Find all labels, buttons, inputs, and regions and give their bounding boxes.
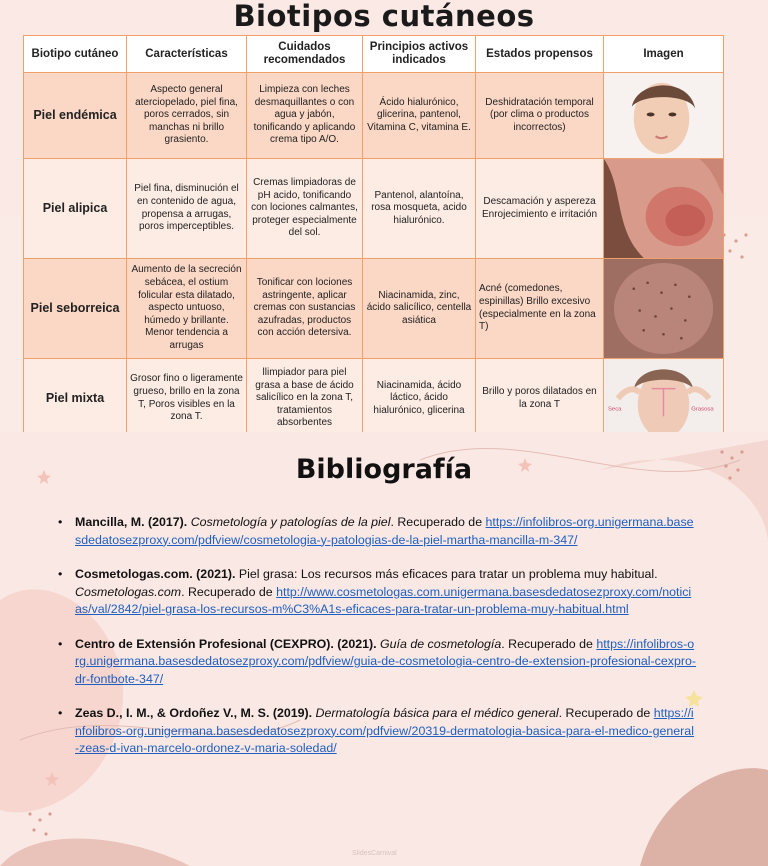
reference-link[interactable]: https://infolibros-org.unigermana.basesdedatosezproxy.com/pdfview/cosmetologia-y-patologias-de-la-piel-martha-mancilla-m-347/ (75, 515, 694, 547)
bullet: • (58, 706, 63, 720)
bullet: • (58, 515, 63, 529)
biotipo-name: Piel alipica (24, 159, 127, 259)
reference-link[interactable]: https://infolibros-org.unigermana.basesdedatosezproxy.com/pdfview/20319-dermatologia-basica-para-el-medico-general-zeas-d-ivan-marcelo-ordonez-v-maria-soledad/ (75, 706, 694, 755)
principios-cell: Niacinamida, zinc, ácido salicílico, centella asiática (363, 259, 476, 359)
cuidados-cell: Cremas limpiadoras de pH acido, tonificando con lociones calmantes, proteger especialmente del sol. (247, 159, 363, 259)
reference-title: Cosmetologas.com (75, 584, 182, 599)
table-row (24, 73, 724, 159)
reference-text: . Recuperado de (390, 515, 486, 529)
cuidados-cell: llimpiador para piel grasa a base de ácido salicílico en la zona T, tratamientos absorbentes (247, 359, 363, 433)
bibliografia-slide (0, 432, 768, 866)
reference-item (58, 705, 698, 758)
reference-title: Cosmetología y patologías de la piel (190, 515, 391, 529)
header-cuidados: Cuidados recomendados (247, 36, 363, 73)
reference-text: . Recuperado de (181, 584, 277, 599)
reference-link[interactable]: http://www.cosmetologas.com.unigermana.basesdedatosezproxy.com/noticias/val/2842/piel-grasa-los-recursos-m%C3%A1s-eficaces-para-tratar-un-problema-muy-habitual.html (75, 584, 692, 616)
principios-cell: Pantenol, alantoína, rosa mosqueta, acido hialurónico. (363, 159, 476, 259)
reference-item (58, 636, 698, 689)
image-label-grasosa: Grasosa (691, 406, 714, 413)
reference-author: Centro de Extensión Profesional (CEXPRO). (2021). (75, 636, 377, 651)
biotipo-name: Piel mixta (24, 359, 127, 433)
table-row (24, 259, 724, 359)
bullet: • (58, 567, 63, 581)
watermark: SlidesCarnival (352, 850, 397, 857)
reference-item (58, 566, 698, 619)
caracteristicas-cell: Aspecto general aterciopelado, piel fina, poros cerrados, sin manchas ni brillo grasiento. (127, 73, 247, 159)
caracteristicas-cell: Aumento de la secreción sebácea, el ostium folicular esta dilatado, aspecto untuoso, húmedo y brillante. Menor tendencia a arrugas (127, 259, 247, 359)
reference-item (58, 514, 698, 549)
biotipos-table (23, 35, 724, 432)
biotipo-name: Piel seborreica (24, 259, 127, 359)
estados-cell: Brillo y poros dilatados en la zona T (476, 359, 604, 433)
biotipo-name: Piel endémica (24, 73, 127, 159)
header-caracteristicas: Características (127, 36, 247, 73)
bibliography-title: Bibliografía (295, 454, 473, 485)
table-row (24, 359, 724, 433)
reference-link[interactable]: https://infolibros-org.unigermana.basesdedatosezproxy.com/pdfview/guia-de-cosmetologia-centro-de-extension-profesional-cexpro-dr-fontbote-347/ (75, 636, 697, 686)
biotipos-slide (0, 0, 768, 432)
bullet: • (58, 636, 63, 651)
red-cheek-photo (604, 159, 724, 259)
header-biotipo: Biotipo cutáneo (24, 36, 127, 73)
reference-list (58, 514, 698, 775)
reference-title: Guía de cosmetología (376, 636, 502, 651)
nose-pores-photo (604, 259, 724, 359)
face-photo (604, 73, 724, 159)
caracteristicas-cell: Grosor fino o ligeramente grueso, brillo en la zona T, Poros visibles en la zona T. (127, 359, 247, 433)
principios-cell: Ácido hialurónico, glicerina, pantenol, Vitamina C, vitamina E. (363, 73, 476, 159)
estados-cell: Deshidratación temporal (por clima o productos incorrectos) (476, 73, 604, 159)
reference-author: Mancilla, M. (2017). (75, 515, 188, 529)
header-imagen: Imagen (604, 36, 724, 73)
table-row (24, 159, 724, 259)
estados-cell: Descamación y aspereza Enrojecimiento e irritación (476, 159, 604, 259)
header-principios: Principios activos indicados (363, 36, 476, 73)
reference-author: Cosmetologas.com. (2021). (75, 567, 236, 581)
table-header-row (24, 36, 724, 73)
slide-title: Biotipos cutáneos (233, 0, 535, 33)
cuidados-cell: Limpieza con leches desmaquillantes o con agua y jabón, tonificando y aplicando crema tipo A/O. (247, 73, 363, 159)
reference-article: Piel grasa: Los recursos más eficaces para tratar un problema muy habitual. (235, 567, 658, 581)
cuidados-cell: Tonificar con lociones astringente, aplicar cremas con sustancias azufradas, productos con acción detersiva. (247, 259, 363, 359)
reference-text: . Recuperado de (501, 636, 597, 651)
reference-title: Dermatología básica para el médico general (312, 706, 559, 720)
header-estados: Estados propensos (476, 36, 604, 73)
face-zones-photo (604, 359, 724, 433)
principios-cell: Niacinamida, ácido láctico, ácido hialurónico, glicerina (363, 359, 476, 433)
image-label-seca: Seca (607, 406, 622, 413)
reference-text: . Recuperado de (558, 706, 654, 720)
estados-cell: Acné (comedones, espinillas) Brillo excesivo (especialmente en la zona T) (476, 259, 604, 359)
reference-author: Zeas D., I. M., & Ordoñez V., M. S. (2019). (75, 706, 313, 720)
caracteristicas-cell: Piel fina, disminución el en contenido de agua, propensa a arrugas, poros imperceptibles. (127, 159, 247, 259)
